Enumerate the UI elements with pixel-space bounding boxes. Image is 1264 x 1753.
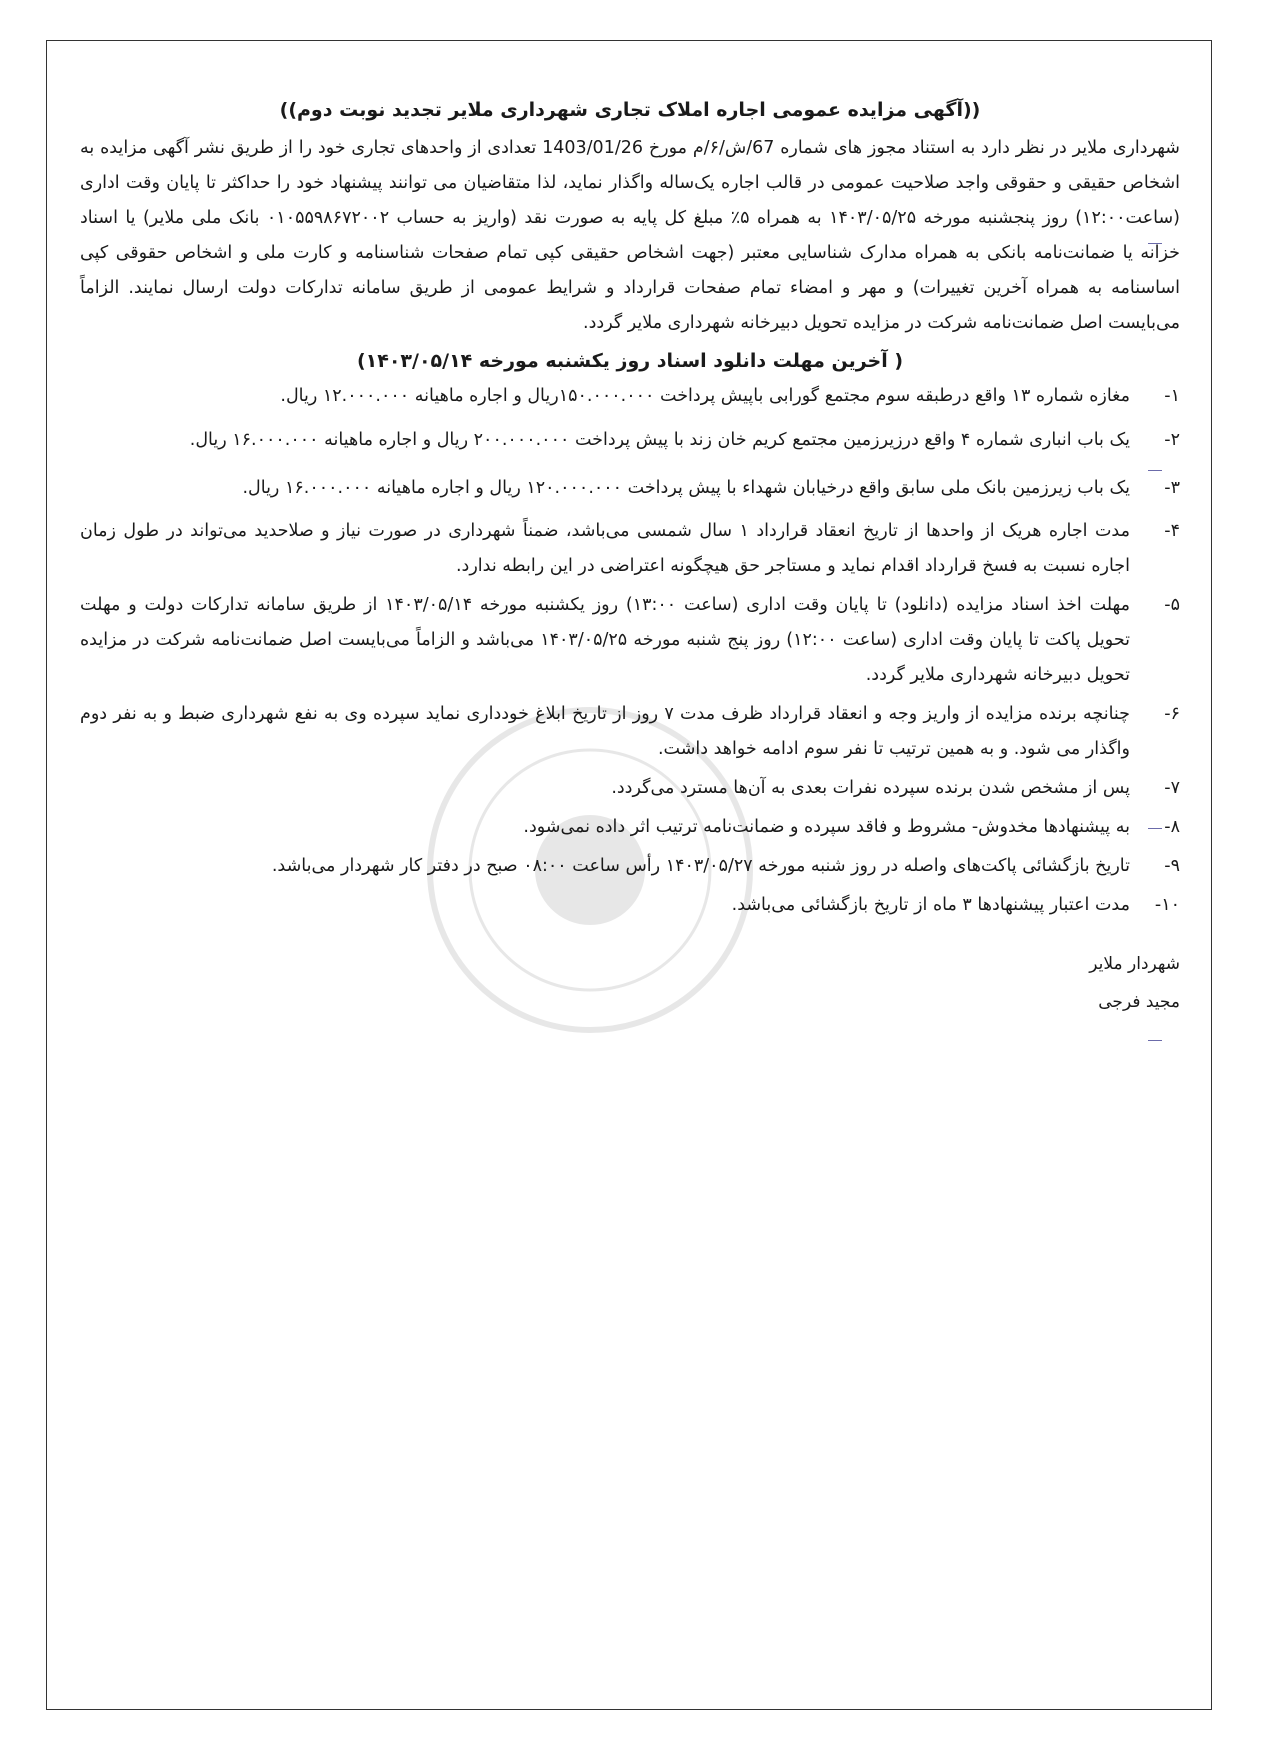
list-item (80, 379, 1180, 414)
item-number: ۷- (1164, 778, 1180, 798)
list-item (80, 588, 1180, 693)
list-item (80, 697, 1180, 767)
item-number: ۵- (1164, 595, 1180, 615)
list-item (80, 810, 1180, 845)
notice-intro: شهرداری ملایر در نظر دارد به استناد مجوز های شماره 67/ش/۶/م مورخ 1403/01/26 تعدادی از واحدهای تجاری خود را از طریق نشر آگهی مزایده به اشخاص حقیقی و حقوقی واجد صلاحیت عمومی در قالب اجاره یک‌ساله واگذار نماید، لذا متقاضیان می توانند پیشنهاد خود را حداکثر تا پایان وقت اداری (ساعت۱۲:۰۰) روز پنجشنبه مورخه ۱۴۰۳/۰۵/۲۵ به همراه ۵٪ مبلغ کل پایه به صورت نقد (واریز به حساب ۰۱۰۵۵۹۸۶۷۲۰۰۲ بانک ملی ملایر) یا اسناد خزانه یا ضمانت‌نامه بانکی به همراه مدارک شناسایی معتبر (جهت اشخاص حقیقی کپی تمام صفحات شناسنامه و کارت ملی و اشخاص حقوقی کپی اساسنامه به همراه آخرین تغییرات) و مهر و امضاء تمام صفحات قرارداد و شرایط عمومی از طریق سامانه تدارکات دولت ارسال نمایند. الزاماً می‌بایست اصل ضمانت‌نامه شرکت در مزایده تحویل دبیرخانه شهرداری ملایر گردد. (80, 138, 1180, 333)
conditions-list (80, 379, 1180, 923)
item-text: تاریخ بازگشائی پاکت‌های واصله در روز شنبه مورخه ۱۴۰۳/۰۵/۲۷ رأس ساعت ۰۸:۰۰ صبح در دفتر کار شهردار می‌باشد. (271, 856, 1130, 876)
list-item (80, 514, 1180, 584)
item-number: ۸- (1164, 817, 1180, 837)
signature-block (80, 945, 1180, 1021)
item-text: مهلت اخذ اسناد مزایده (دانلود) تا پایان وقت اداری (ساعت ۱۳:۰۰) روز یکشنبه مورخه ۱۴۰۳/۰۵/۱۴ از طریق سامانه تدارکات دولت و مهلت تحویل پاکت تا پایان وقت اداری (ساعت ۱۲:۰۰) روز پنج شنبه مورخه ۱۴۰۳/۰۵/۲۵ می‌باشد و الزاماً می‌بایست اصل ضمانت‌نامه شرکت در مزایده تحویل دبیرخانه شهرداری ملایر گردد. (80, 595, 1131, 685)
item-number: ۱۰- (1154, 895, 1180, 915)
notice-content (80, 95, 1180, 1021)
signatory-name: مجید فرجی (1098, 992, 1180, 1012)
download-deadline: ( آخرین مهلت دانلود اسناد روز یکشنبه مورخه ۱۴۰۳/۰۵/۱۴) (356, 350, 904, 372)
signatory-role: شهردار ملایر (1089, 954, 1180, 974)
item-number: ۶- (1164, 704, 1180, 724)
item-text: مغازه شماره ۱۳ واقع درطبقه سوم مجتمع گورابی باپیش پرداخت ۱۵۰.۰۰۰.۰۰۰ریال و اجاره ماهیانه ۱۲.۰۰۰.۰۰۰ ریال. (280, 386, 1130, 406)
list-item (80, 849, 1180, 884)
item-number: ۱- (1164, 386, 1180, 406)
item-number: ۹- (1164, 856, 1180, 876)
notice-title: ((آگهی مزایده عمومی اجاره املاک تجاری شهرداری ملایر تجدید نوبت دوم)) (279, 99, 981, 121)
list-item (80, 466, 1180, 510)
list-item (80, 888, 1180, 923)
item-text: یک باب زیرزمین بانک ملی سابق واقع درخیابان شهداء با پیش پرداخت ۱۲۰.۰۰۰.۰۰۰ ریال و اجاره ماهیانه ۱۶.۰۰۰.۰۰۰ ریال. (242, 478, 1130, 498)
list-item (80, 418, 1180, 462)
item-text: یک باب انباری شماره ۴ واقع درزیرزمین مجتمع کریم خان زند با پیش پرداخت ۲۰۰.۰۰۰.۰۰۰ ریال و اجاره ماهیانه ۱۶.۰۰۰.۰۰۰ ریال. (189, 430, 1130, 450)
item-number: ۲- (1164, 430, 1180, 450)
item-text: مدت اعتبار پیشنهادها ۳ ماه از تاریخ بازگشائی می‌باشد. (731, 895, 1130, 915)
margin-mark (1148, 1040, 1162, 1041)
item-number: ۴- (1164, 521, 1180, 541)
list-item (80, 771, 1180, 806)
item-number: ۳- (1164, 478, 1180, 498)
item-text: چنانچه برنده مزایده از واریز وجه و انعقاد قرارداد ظرف مدت ۷ روز از تاریخ ابلاغ خودداری نماید سپرده وی به نفع شهرداری ضبط و به نفر دوم واگذار می شود. و به همین ترتیب تا نفر سوم ادامه خواهد داشت. (80, 704, 1131, 759)
item-text: به پیشنهادها مخدوش- مشروط و فاقد سپرده و ضمانت‌نامه ترتیب اثر داده نمی‌شود. (523, 817, 1130, 837)
item-text: پس از مشخص شدن برنده سپرده نفرات بعدی به آن‌ها مسترد می‌گردد. (611, 778, 1130, 798)
item-text: مدت اجاره هریک از واحدها از تاریخ انعقاد قرارداد ۱ سال شمسی می‌باشد، ضمناً شهرداری در صورت نیاز و صلاحدید می‌تواند در طول زمان اجاره نسبت به فسخ قرارداد اقدام نماید و مستاجر حق هیچگونه اعتراضی در این رابطه ندارد. (80, 521, 1130, 576)
